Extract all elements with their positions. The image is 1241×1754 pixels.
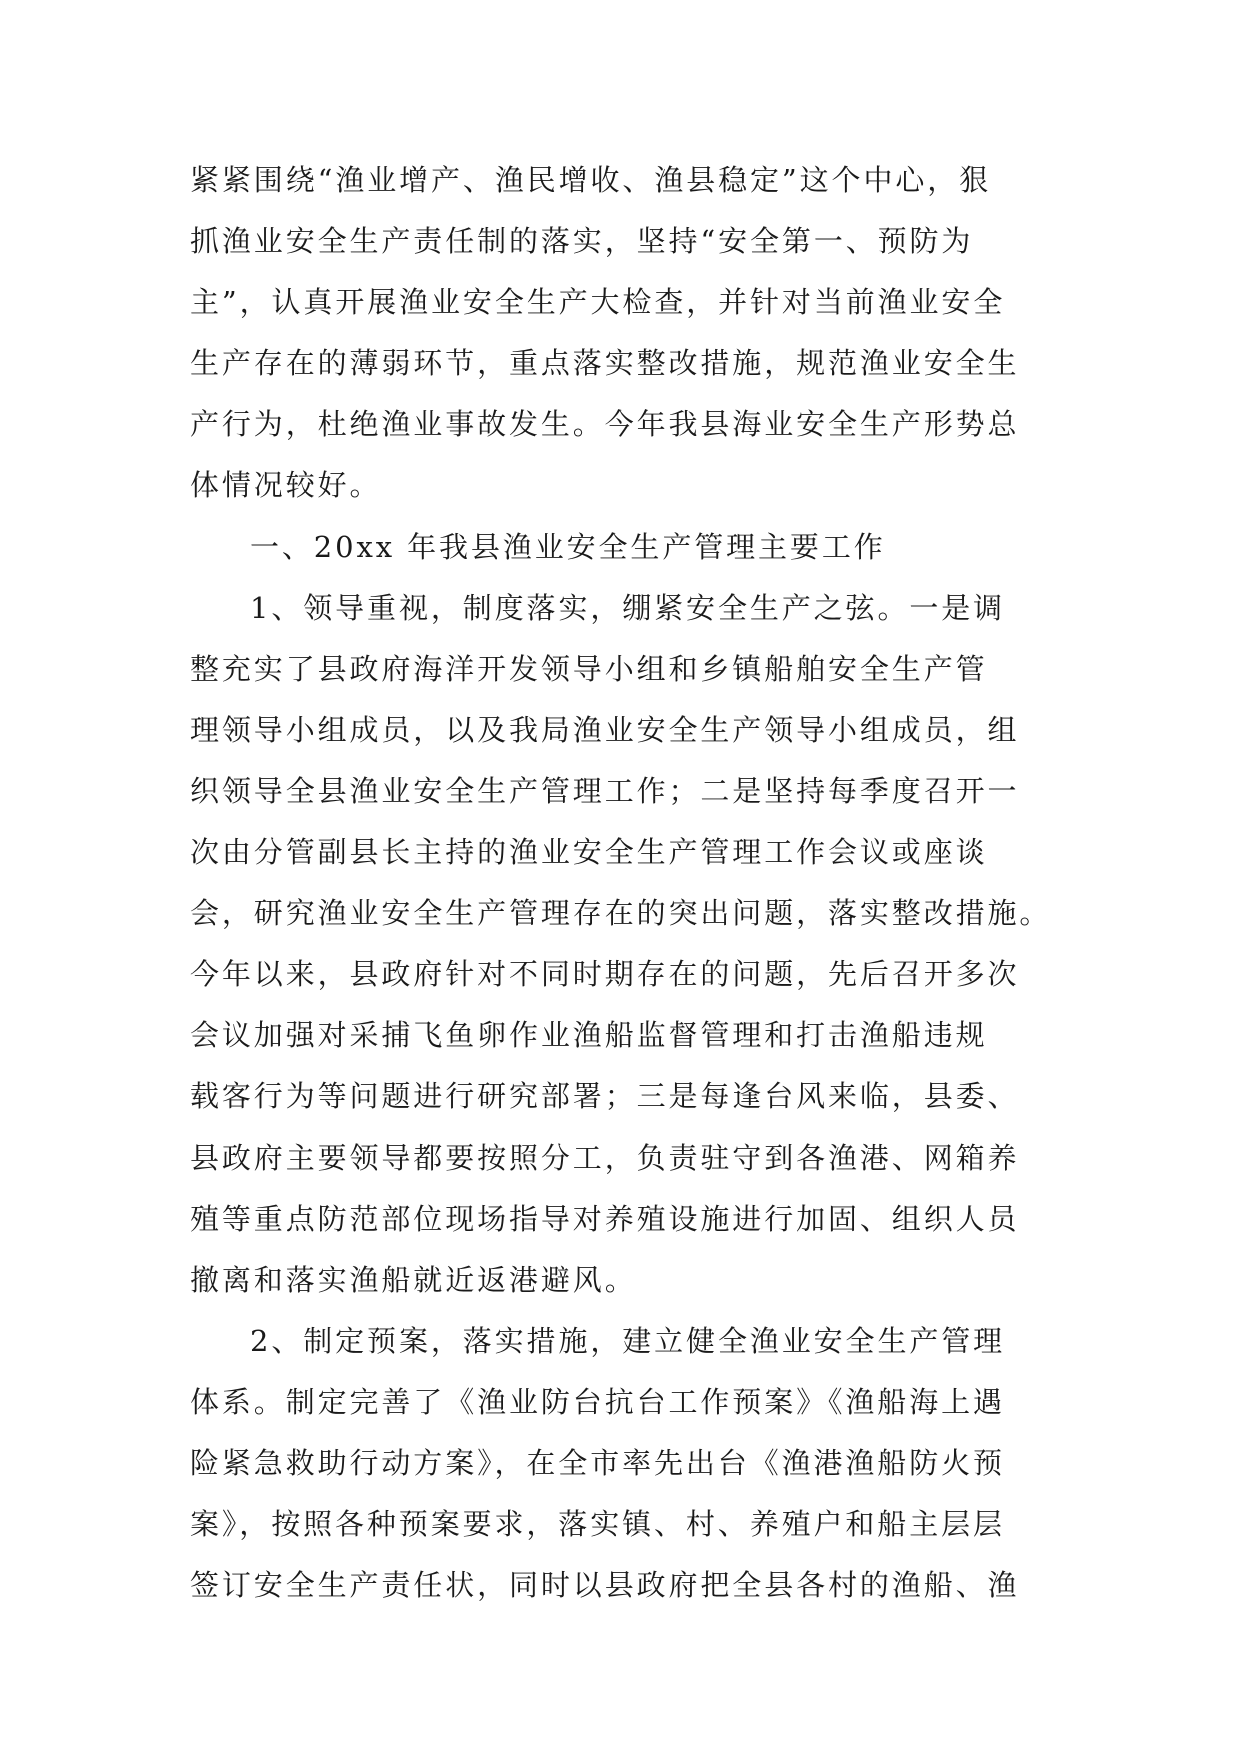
text-line: 次由分管副县长主持的渔业安全生产管理工作会议或座谈 xyxy=(190,835,988,870)
text-line: 县政府主要领导都要按照分工，负责驻守到各渔港、网箱养 xyxy=(190,1140,1020,1175)
document-body xyxy=(190,150,1060,1616)
text-line: 织领导全县渔业安全生产管理工作；二是坚持每季度召开一 xyxy=(190,773,1020,808)
text-line: 紧紧围绕“渔业增产、渔民增收、渔县稳定”这个中心，狠 xyxy=(190,163,992,197)
text-line: 撤离和落实渔船就近返港避风。 xyxy=(190,1262,637,1297)
text-line: 2、制定预案，落实措施，建立健全渔业安全生产管理 xyxy=(250,1323,1006,1358)
text-line: 理领导小组成员，以及我局渔业安全生产领导小组成员，组 xyxy=(190,712,1020,747)
text-line: 主”，认真开展渔业安全生产大检查，并针对当前渔业安全 xyxy=(190,285,1006,320)
text-line: 会，研究渔业安全生产管理存在的突出问题，落实整改措施。 xyxy=(190,896,1052,931)
text-line: 载客行为等问题进行研究部署；三是每逢台风来临，县委、 xyxy=(190,1079,1020,1114)
text-line: 整充实了县政府海洋开发领导小组和乡镇船舶安全生产管 xyxy=(190,651,988,686)
text-line: 案》，按照各种预案要求，落实镇、村、养殖户和船主层层 xyxy=(190,1507,1005,1542)
text-line: 体情况较好。 xyxy=(190,468,382,503)
text-line: 一、20xx 年我县渔业安全生产管理主要工作 xyxy=(250,529,886,564)
text-line: 1、领导重视，制度落实，绷紧安全生产之弦。一是调 xyxy=(250,590,1006,625)
text-line: 今年以来，县政府针对不同时期存在的问题，先后召开多次 xyxy=(190,957,1020,992)
text-line: 产行为，杜绝渔业事故发生。今年我县海业安全生产形势总 xyxy=(190,407,1020,442)
text-line: 殖等重点防范部位现场指导对养殖设施进行加固、组织人员 xyxy=(190,1201,1020,1236)
text-line: 生产存在的薄弱环节，重点落实整改措施，规范渔业安全生 xyxy=(190,346,1020,381)
text-line: 抓渔业安全生产责任制的落实，坚持“安全第一、预防为 xyxy=(190,224,974,259)
text-line: 险紧急救助行动方案》，在全市率先出台《渔港渔船防火预 xyxy=(190,1445,1005,1480)
text-line: 会议加强对采捕飞鱼卵作业渔船监督管理和打击渔船违规 xyxy=(190,1018,988,1053)
text-line: 体系。制定完善了《渔业防台抗台工作预案》《渔船海上遇 xyxy=(190,1384,1005,1419)
text-line: 签订安全生产责任状，同时以县政府把全县各村的渔船、渔 xyxy=(190,1568,1020,1603)
